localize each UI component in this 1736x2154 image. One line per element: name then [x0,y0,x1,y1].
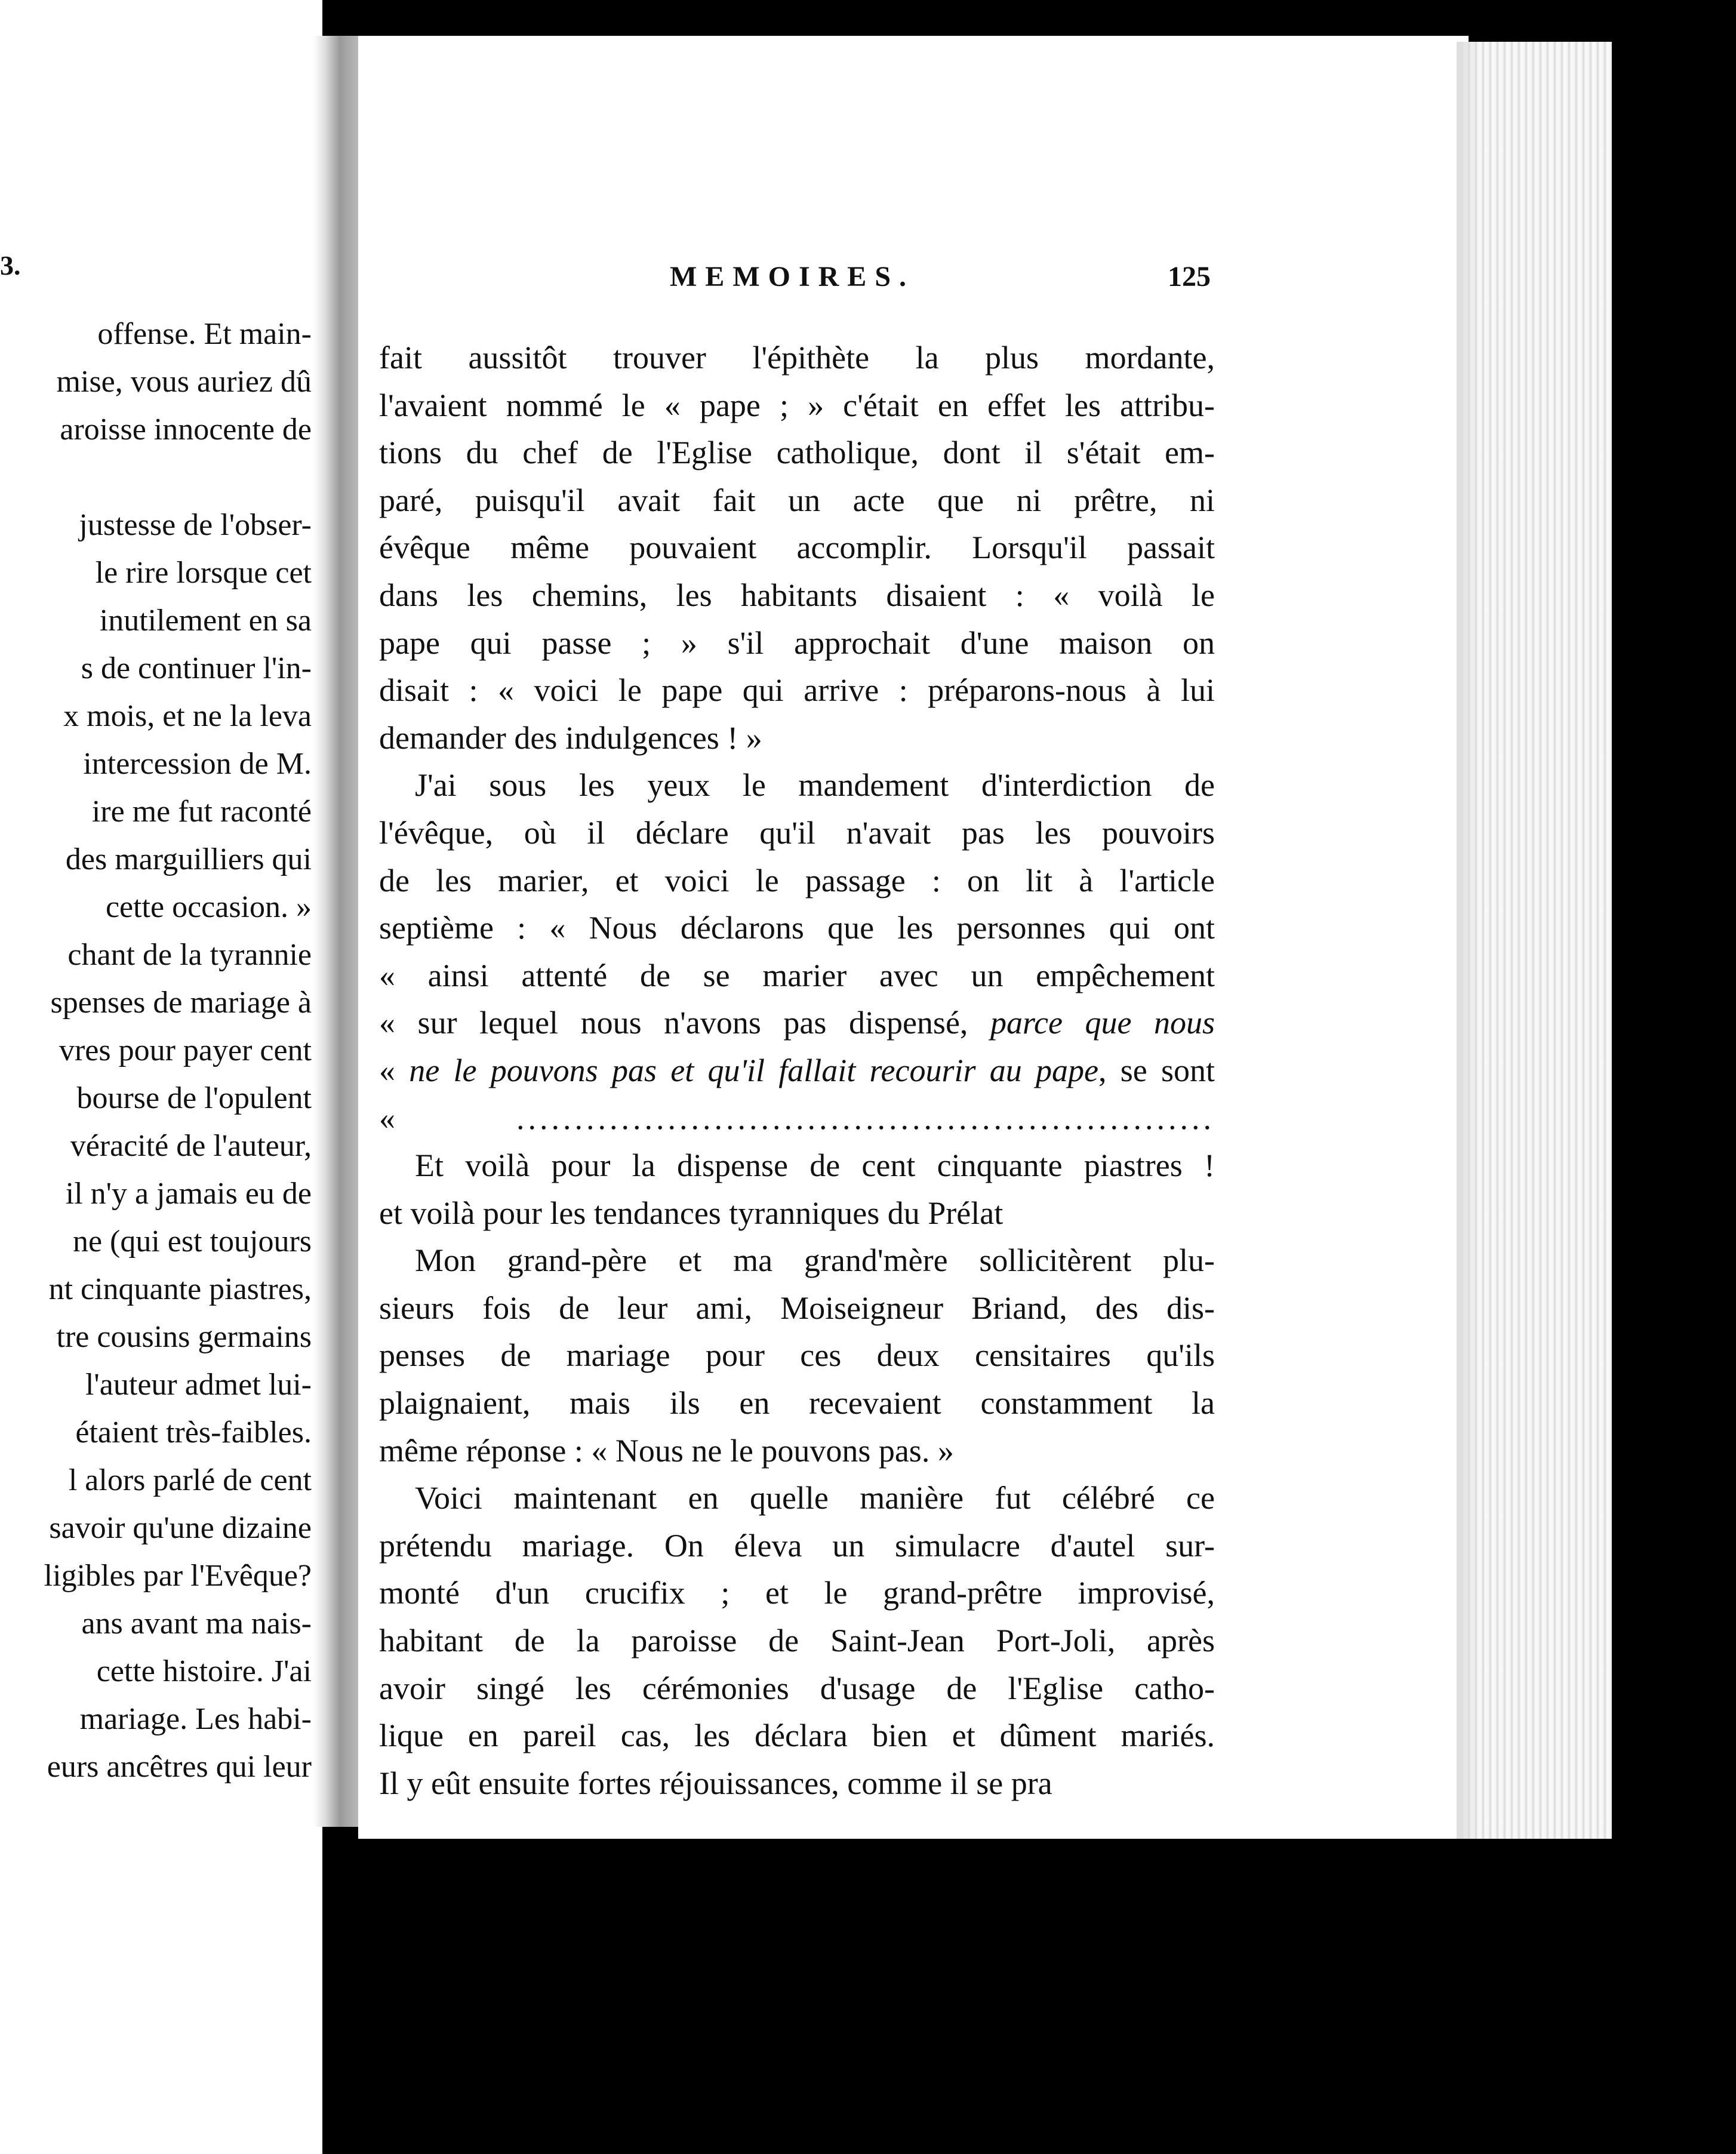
text-run: Mon grand-père et ma grand'mère sollicitèrent plu- [415,1242,1215,1279]
text-run: paré, puisqu'il avait fait un acte que ni prêtre, ni [379,482,1215,518]
text-line [379,667,1215,715]
text-line: le rire lorsque cet [95,556,312,590]
text-line: ligibles par l'Evêque? [44,1559,312,1593]
text-line: ne (qui est toujours [72,1224,312,1258]
italic-text-run: ne le pouvons pas et qu'il fallait recourir au pape [409,1052,1098,1088]
text-run: même réponse : « Nous ne le pouvons pas. » [379,1432,954,1469]
text-line [379,1617,1215,1665]
text-line [379,334,1215,382]
text-line [379,1570,1215,1617]
text-line [379,1190,1215,1238]
previous-page-text [0,310,312,1791]
text-line [379,999,1215,1047]
text-line: s de continuer l'in- [81,651,312,685]
text-line [379,762,1215,810]
text-line: vres pour payer cent [59,1033,312,1067]
text-line [379,1285,1215,1333]
previous-page [0,0,322,2154]
text-line [379,1142,1215,1190]
text-line: véracité de l'auteur, [70,1129,312,1163]
text-run: disait : « voici le pape qui arrive : préparons-nous à lui [379,672,1215,709]
italic-text-run: parce que nous [990,1005,1215,1041]
text-run: , se sont [1098,1052,1215,1088]
text-line: il n'y a jamais eu de [65,1177,312,1211]
text-run: tions du chef de l'Eglise catholique, dont il s'était em- [379,435,1215,471]
text-run: prétendu mariage. On éleva un simulacre d'autel sur- [379,1527,1215,1564]
text-line [379,477,1215,525]
text-line: savoir qu'une dizaine [49,1511,312,1545]
text-run: septième : « Nous déclarons que les personnes qui ont [379,910,1215,946]
text-run: dans les chemins, les habitants disaient : « voilà le [379,577,1215,613]
text-line: cette histoire. J'ai [96,1654,312,1688]
text-line: nt cinquante piastres, [48,1272,312,1306]
text-line: tre cousins germains [56,1320,312,1354]
text-line: chant de la tyrannie [67,938,312,972]
text-line: l'auteur admet lui- [85,1368,312,1402]
text-run: « ainsi attenté de se marier avec un empêchement [379,957,1215,993]
text-line [379,857,1215,905]
text-line [379,1332,1215,1380]
text-run: lique en pareil cas, les déclara bien et dûment mariés. [379,1718,1215,1754]
text-run: avoir singé les cérémonies d'usage de l'Eglise catho- [379,1670,1215,1706]
text-run: J'ai sous les yeux le mandement d'interdiction de [415,767,1215,804]
text-run: « [379,1052,410,1088]
text-line: ans avant ma nais- [81,1607,312,1641]
text-run: pape qui passe ; » s'il approchait d'une maison on [379,624,1215,661]
running-head: MEMOIRES. [670,261,915,293]
text-line [379,810,1215,857]
text-line [379,1380,1215,1427]
text-line [379,524,1215,572]
text-run: évêque même pouvaient accomplir. Lorsqu'il passait [379,530,1215,566]
text-run: et voilà pour les tendances tyranniques du Prélat [379,1195,1004,1231]
text-run: « ............................................................ [379,1100,1215,1136]
text-run: monté d'un crucifix ; et le grand-prêtre improvisé, [379,1575,1215,1611]
text-line [379,572,1215,620]
text-run: penses de mariage pour ces deux censitaires qu'ils [379,1337,1215,1374]
text-line [379,1760,1215,1808]
text-run: Voici maintenant en quelle manière fut célébré ce [415,1480,1215,1516]
text-line: justesse de l'obser- [79,508,312,542]
text-run: Et voilà pour la dispense de cent cinquante piastres ! [415,1147,1215,1184]
text-run: « sur lequel nous n'avons pas dispensé, [379,1005,968,1041]
text-line [379,620,1215,667]
text-line: bourse de l'opulent [76,1081,312,1115]
text-line: inutilement en sa [99,604,312,638]
text-line [379,904,1215,952]
text-line: mise, vous auriez dû [56,365,312,399]
page-body-text [379,334,1215,1807]
text-line [0,454,312,501]
text-run: fait aussitôt trouver l'épithète la plus mordante, [379,340,1215,376]
text-line: étaient très-faibles. [75,1416,312,1450]
text-run: l'évêque, où il déclare qu'il n'avait pas les pouvoirs [379,814,1215,851]
page-edges [1457,42,1612,1839]
text-line [379,952,1215,1000]
text-line [379,1475,1215,1522]
text-line: intercession de M. [83,747,312,781]
text-run: de les marier, et voici le passage : on lit à l'article [379,862,1215,898]
text-line [379,1665,1215,1713]
text-line: eurs ancêtres qui leur [47,1750,312,1784]
text-run: demander des indulgences ! » [379,719,762,756]
text-run: habitant de la paroisse de Saint-Jean Port-Joli, après [379,1623,1215,1659]
previous-page-header-fragment: 3. [0,250,21,281]
text-run: plaignaient, mais ils en recevaient constamment la [379,1385,1215,1421]
text-line: x mois, et ne la leva [63,699,312,733]
text-line: des marguilliers qui [65,842,312,876]
text-line: ire me fut raconté [91,795,312,829]
text-line: mariage. Les habi- [79,1702,312,1736]
text-line [379,1047,1215,1095]
text-line: offense. Et main- [97,317,312,351]
text-line [379,1712,1215,1760]
text-line [379,1095,1215,1143]
text-line [379,382,1215,430]
text-line: spenses de mariage à [50,986,312,1020]
text-line: l alors parlé de cent [68,1463,312,1497]
text-line: aroisse innocente de [60,413,312,447]
text-line: cette occasion. » [105,890,312,924]
text-line [379,429,1215,477]
page-number: 125 [1168,261,1211,293]
text-run: Il y eût ensuite fortes réjouissances, comme il se pra [379,1765,1052,1801]
text-line [379,1522,1215,1570]
text-line [379,1237,1215,1285]
text-line [379,1427,1215,1475]
text-run: l'avaient nommé le « pape ; » c'était en effet les attribu- [379,387,1215,423]
text-line [379,715,1215,762]
text-run: sieurs fois de leur ami, Moiseigneur Briand, des dis- [379,1290,1215,1326]
